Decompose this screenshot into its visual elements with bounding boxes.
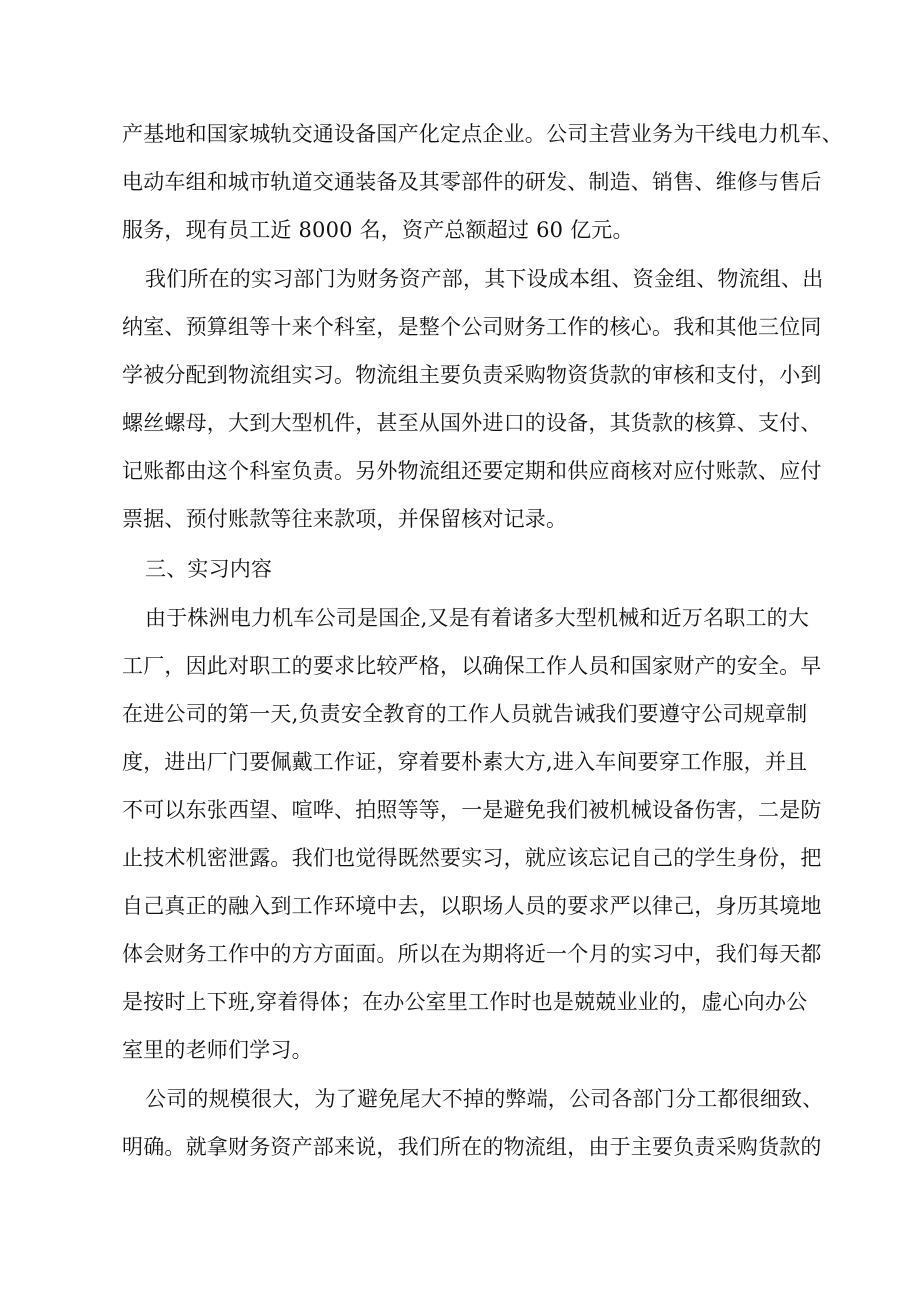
paragraph-line: 不可以东张西望、喧哗、拍照等等，一是避免我们被机械设备伤害，二是防 xyxy=(122,798,822,822)
paragraph-line: 止技术机密泄露。我们也觉得既然要实习，就应该忘记自己的学生身份，把 xyxy=(122,846,822,870)
paragraph-line: 记账都由这个科室负责。另外物流组还要定期和供应商核对应付账款、应付 xyxy=(122,459,822,483)
paragraph-line: 服务，现有员工近 8000 名，资产总额超过 60 亿元。 xyxy=(122,218,634,242)
paragraph-line: 室里的老师们学习。 xyxy=(122,1038,313,1062)
paragraph-line: 螺丝螺母，大到大型机件，甚至从国外进口的设备，其货款的核算、支付、 xyxy=(122,411,822,435)
paragraph-line: 在进公司的第一天,负责安全教育的工作人员就告诫我们要遵守公司规章制 xyxy=(122,702,808,726)
paragraph-line: 纳室、预算组等十来个科室，是整个公司财务工作的核心。我和其他三位同 xyxy=(122,315,822,339)
paragraph-line: 是按时上下班,穿着得体；在办公室里工作时也是兢兢业业的，虚心向办公 xyxy=(122,990,808,1014)
paragraph-line: 公司的规模很大，为了避免尾大不掉的弊端，公司各部门分工都很细致、 xyxy=(145,1087,824,1111)
paragraph-line: 学被分配到物流组实习。物流组主要负责采购物资货款的审核和支付，小到 xyxy=(122,363,822,387)
paragraph-line: 电动车组和城市轨道交通装备及其零部件的研发、制造、销售、维修与售后 xyxy=(122,170,822,194)
paragraph-line: 工厂，因此对职工的要求比较严格，以确保工作人员和国家财产的安全。早 xyxy=(122,654,822,678)
paragraph-line: 度，进出厂门要佩戴工作证，穿着要朴素大方,进入车间要穿工作服，并且 xyxy=(122,750,808,774)
paragraph-line: 票据、预付账款等往来款项，并保留核对记录。 xyxy=(122,507,568,531)
paragraph-line: 体会财务工作中的方方面面。所以在为期将近一个月的实习中，我们每天都 xyxy=(122,942,822,966)
paragraph-line: 产基地和国家城轨交通设备国产化定点企业。公司主营业务为干线电力机车、 xyxy=(122,122,843,146)
paragraph-line: 自己真正的融入到工作环境中去，以职场人员的要求严以律己，身历其境地 xyxy=(122,894,822,918)
section-heading: 三、实习内容 xyxy=(145,557,273,581)
paragraph-line: 明确。就拿财务资产部来说，我们所在的物流组，由于主要负责采购货款的 xyxy=(122,1135,822,1159)
paragraph-line: 由于株洲电力机车公司是国企,又是有着诸多大型机械和近万名职工的大 xyxy=(145,606,810,630)
paragraph-line: 我们所在的实习部门为财务资产部，其下设成本组、资金组、物流组、出 xyxy=(145,267,824,291)
